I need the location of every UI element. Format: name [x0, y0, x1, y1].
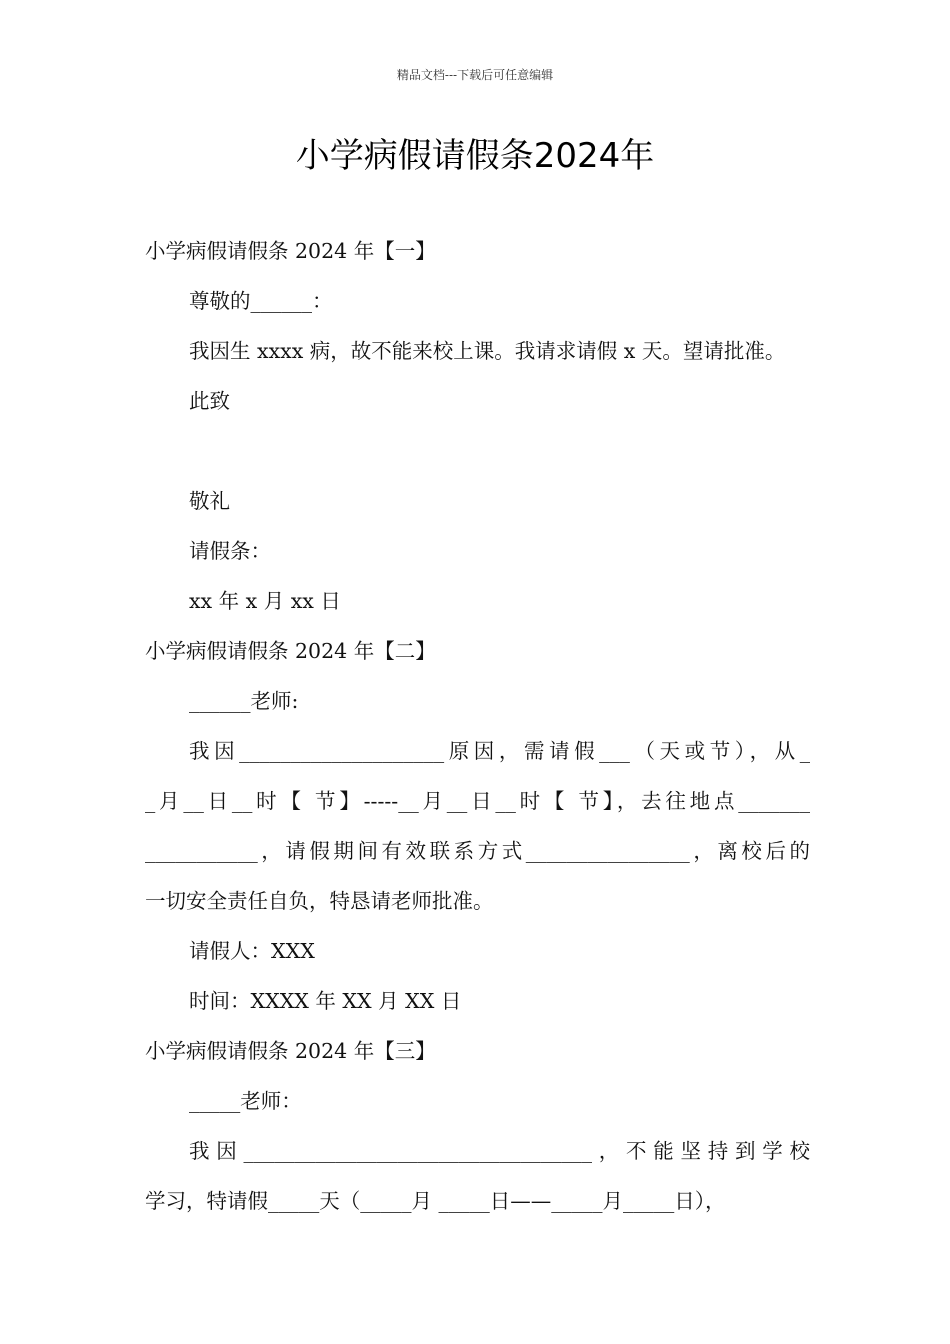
- section-heading-2: 小学病假请假条 2024 年【二】: [145, 639, 436, 663]
- section-heading-1: 小学病假请假条 2024 年【一】: [145, 239, 436, 263]
- section-heading-3: 小学病假请假条 2024 年【三】: [145, 1039, 436, 1063]
- document-body: [145, 226, 810, 1226]
- body-paragraph: 我因__________________________________，不能坚持到学校: [189, 1139, 810, 1163]
- document-title: 小学病假请假条2024年: [295, 136, 655, 176]
- blank-line: [145, 426, 810, 476]
- salutation: ______老师:: [189, 689, 299, 713]
- page-header-note: 精品文档---下载后可任意编辑: [396, 68, 554, 82]
- closing-line: 敬礼: [189, 489, 230, 513]
- body-paragraph: 一切安全责任自负，特恳请老师批准。: [145, 889, 494, 913]
- date-line: xx 年 x 月 xx 日: [189, 589, 341, 613]
- closing-line: 此致: [189, 389, 230, 413]
- body-paragraph: _月__日__时【 节】-----__月__日__时【 节】，去往地点_______: [145, 789, 810, 813]
- body-paragraph: 我因____________________原因，需请假___（天或节），从_: [189, 739, 810, 763]
- signature-line: 请假人：XXX: [189, 939, 315, 963]
- salutation: 尊敬的______：: [189, 289, 333, 313]
- salutation: _____老师：: [189, 1089, 302, 1113]
- date-line: 时间：XXXX 年 XX 月 XX 日: [189, 989, 462, 1013]
- body-paragraph: 学习，特请假_____天（_____月 _____日——_____月_____日），: [145, 1189, 726, 1213]
- signature-line: 请假条：: [189, 539, 271, 563]
- body-paragraph: ___________，请假期间有效联系方式________________，离校后的: [145, 839, 810, 863]
- body-paragraph: 我因生 xxxx 病，故不能来校上课。我请求请假 x 天。望请批准。: [189, 339, 786, 363]
